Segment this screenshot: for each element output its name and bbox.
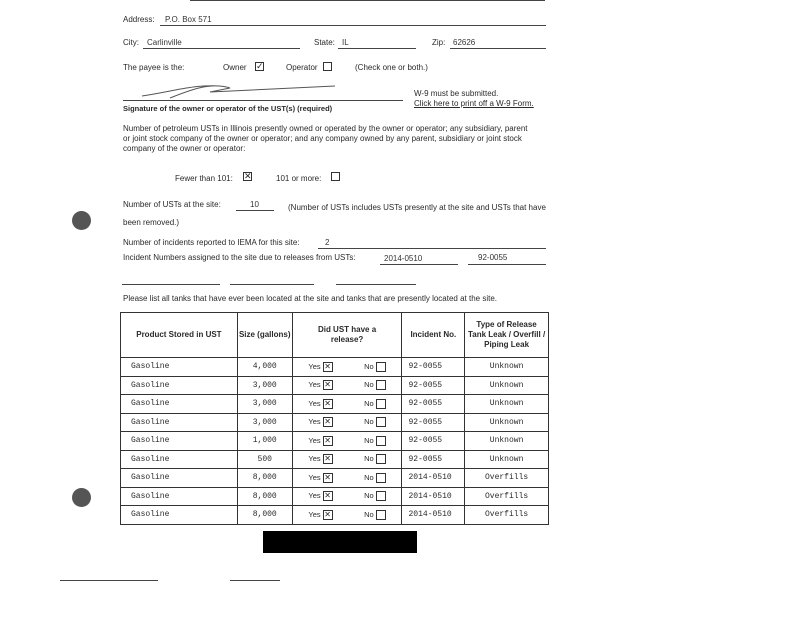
cell-release <box>292 487 402 506</box>
w9-link[interactable]: Click here to print off a W-9 Form. <box>414 99 534 108</box>
yes-label: Yes <box>308 380 321 390</box>
no-option <box>364 436 386 446</box>
cell-product: Gasoline <box>121 395 238 414</box>
cell-size: 500 <box>237 450 292 469</box>
no-checkbox[interactable] <box>376 380 386 390</box>
cell-size: 8,000 <box>237 506 292 525</box>
col-release: Did UST have a release? <box>292 313 402 358</box>
site-ust-value: 10 <box>250 200 259 209</box>
cell-incident: 2014-0510 <box>402 506 465 525</box>
yes-option <box>308 380 332 390</box>
no-checkbox[interactable] <box>376 454 386 464</box>
city-label: City: <box>123 38 139 47</box>
col-product: Product Stored in UST <box>121 313 238 358</box>
table-row <box>121 376 549 395</box>
yes-option <box>308 473 332 483</box>
cell-size: 8,000 <box>237 487 292 506</box>
operator-checkbox[interactable] <box>323 62 332 71</box>
state-label: State: <box>314 38 335 47</box>
no-option <box>364 362 386 372</box>
cell-type: Overfills <box>465 469 549 488</box>
incident-number-2: 92-0055 <box>478 253 508 262</box>
table-row <box>121 487 549 506</box>
blank-line-3 <box>336 284 416 285</box>
no-checkbox[interactable] <box>376 491 386 501</box>
yes-checkbox[interactable]: ✕ <box>324 435 331 445</box>
bottom-rule-1 <box>60 580 158 581</box>
city-value: Carlinville <box>147 38 182 47</box>
yes-label: Yes <box>308 417 321 427</box>
cell-size: 1,000 <box>237 432 292 451</box>
no-option <box>364 380 386 390</box>
state-line <box>338 48 416 49</box>
incident-count-label: Number of incidents reported to IEMA for this site: <box>123 238 300 247</box>
address-label: Address: <box>123 15 155 24</box>
table-row <box>121 413 549 432</box>
no-option <box>364 399 386 409</box>
no-checkbox[interactable] <box>376 362 386 372</box>
cell-type: Unknown <box>465 432 549 451</box>
cell-release <box>292 432 402 451</box>
yes-label: Yes <box>308 398 321 408</box>
cell-size: 3,000 <box>237 413 292 432</box>
cell-type: Unknown <box>465 395 549 414</box>
yes-option <box>308 510 332 520</box>
more-than-checkbox[interactable] <box>331 172 340 181</box>
yes-label: Yes <box>308 435 321 445</box>
owner-label: Owner <box>223 63 247 72</box>
cell-incident: 2014-0510 <box>402 487 465 506</box>
incident-count-line <box>318 248 546 249</box>
state-value: IL <box>342 38 349 47</box>
zip-value: 62626 <box>453 38 476 47</box>
incident-number-1: 2014-0510 <box>384 254 423 263</box>
cell-incident: 92-0055 <box>402 432 465 451</box>
site-ust-note: (Number of USTs includes USTs presently at the site and USTs that have been removed.) <box>123 203 546 227</box>
yes-label: Yes <box>308 472 321 482</box>
no-checkbox[interactable] <box>376 417 386 427</box>
yes-label: Yes <box>308 361 321 371</box>
table-row <box>121 395 549 414</box>
cell-size: 3,000 <box>237 376 292 395</box>
incident-numbers-label: Incident Numbers assigned to the site due to releases from USTs: <box>123 253 356 262</box>
cell-product: Gasoline <box>121 469 238 488</box>
no-label: No <box>364 491 374 501</box>
zip-line <box>450 48 546 49</box>
cell-release <box>292 469 402 488</box>
cell-incident: 92-0055 <box>402 413 465 432</box>
no-label: No <box>364 417 374 427</box>
site-ust-label: Number of USTs at the site: <box>123 200 221 209</box>
cell-release <box>292 376 402 395</box>
incident-number-2-line <box>468 264 546 265</box>
cell-release <box>292 413 402 432</box>
city-line <box>143 48 300 49</box>
yes-label: Yes <box>308 509 321 519</box>
no-label: No <box>364 472 374 482</box>
cell-release <box>292 358 402 377</box>
table-row <box>121 469 549 488</box>
redaction-bar <box>263 531 417 553</box>
no-option <box>364 510 386 520</box>
cell-size: 8,000 <box>237 469 292 488</box>
cell-release <box>292 450 402 469</box>
cell-product: Gasoline <box>121 432 238 451</box>
cell-type: Unknown <box>465 450 549 469</box>
top-rule <box>190 0 545 1</box>
col-type: Type of Release Tank Leak / Overfill / Piping Leak <box>465 313 549 358</box>
yes-checkbox[interactable]: ✕ <box>324 380 331 390</box>
blank-line-1 <box>122 284 220 285</box>
table-row <box>121 432 549 451</box>
signature-image <box>140 78 340 102</box>
fewer-than-label: Fewer than 101: <box>175 174 233 183</box>
blank-line-2 <box>230 284 314 285</box>
no-option <box>364 417 386 427</box>
signature-line <box>123 100 403 101</box>
ust-count-paragraph: Number of petroleum USTs in Illinois presently owned or operated by the owner or operator; any subsidiary, parent or joint stock company of the owner or operator; and any company owned by any parent, subsidiary or joint stock company of the owner or operator: <box>123 124 528 153</box>
cell-product: Gasoline <box>121 413 238 432</box>
no-label: No <box>364 435 374 445</box>
zip-label: Zip: <box>432 38 446 47</box>
yes-checkbox[interactable]: ✕ <box>324 491 331 501</box>
incident-number-1-line <box>380 264 458 265</box>
cell-incident: 2014-0510 <box>402 469 465 488</box>
punch-hole-top <box>72 211 91 230</box>
yes-option <box>308 362 332 372</box>
cell-product: Gasoline <box>121 506 238 525</box>
table-row <box>121 450 549 469</box>
yes-checkbox[interactable]: ✕ <box>324 417 331 427</box>
yes-label: Yes <box>308 454 321 464</box>
col-incident: Incident No. <box>402 313 465 358</box>
payee-label: The payee is the: <box>123 63 185 72</box>
cell-type: Overfills <box>465 506 549 525</box>
col-size: Size (gallons) <box>237 313 292 358</box>
payee-note: (Check one or both.) <box>355 63 428 72</box>
ust-table <box>120 312 549 525</box>
cell-type: Unknown <box>465 358 549 377</box>
owner-checkbox[interactable]: ✓ <box>256 61 264 71</box>
yes-label: Yes <box>308 491 321 501</box>
yes-checkbox[interactable]: ✕ <box>324 454 331 464</box>
operator-label: Operator <box>286 63 318 72</box>
cell-size: 4,000 <box>237 358 292 377</box>
yes-option <box>308 436 332 446</box>
no-label: No <box>364 380 374 390</box>
address-line <box>160 25 546 26</box>
no-label: No <box>364 398 374 408</box>
no-checkbox[interactable] <box>376 510 386 520</box>
yes-option <box>308 454 332 464</box>
no-option <box>364 491 386 501</box>
no-checkbox[interactable] <box>376 473 386 483</box>
cell-size: 3,000 <box>237 395 292 414</box>
no-option <box>364 454 386 464</box>
cell-type: Unknown <box>465 413 549 432</box>
cell-incident: 92-0055 <box>402 376 465 395</box>
incident-count-value: 2 <box>325 238 330 247</box>
no-label: No <box>364 361 374 371</box>
yes-checkbox[interactable]: ✕ <box>324 398 331 408</box>
bottom-rule-2 <box>230 580 280 581</box>
no-option <box>364 473 386 483</box>
fewer-than-checkbox[interactable]: ✕ <box>244 171 252 181</box>
yes-option <box>308 399 332 409</box>
cell-incident: 92-0055 <box>402 358 465 377</box>
cell-incident: 92-0055 <box>402 395 465 414</box>
table-row <box>121 506 549 525</box>
no-label: No <box>364 509 374 519</box>
address-value: P.O. Box 571 <box>165 15 212 24</box>
yes-checkbox[interactable]: ✕ <box>324 472 331 482</box>
cell-incident: 92-0055 <box>402 450 465 469</box>
yes-option <box>308 491 332 501</box>
cell-release <box>292 395 402 414</box>
cell-product: Gasoline <box>121 358 238 377</box>
yes-checkbox[interactable]: ✕ <box>324 509 331 519</box>
cell-product: Gasoline <box>121 450 238 469</box>
cell-product: Gasoline <box>121 487 238 506</box>
signature-caption: Signature of the owner or operator of the UST(s) (required) <box>123 104 333 113</box>
more-than-label: 101 or more: <box>276 174 322 183</box>
yes-option <box>308 417 332 427</box>
cell-product: Gasoline <box>121 376 238 395</box>
yes-checkbox[interactable]: ✕ <box>324 361 331 371</box>
table-row <box>121 358 549 377</box>
cell-release <box>292 506 402 525</box>
no-checkbox[interactable] <box>376 399 386 409</box>
punch-hole-bottom <box>72 488 91 507</box>
table-instruction: Please list all tanks that have ever been located at the site and tanks that are presently located at the site. <box>123 294 498 303</box>
no-label: No <box>364 454 374 464</box>
w9-note: W-9 must be submitted. <box>414 89 499 98</box>
no-checkbox[interactable] <box>376 436 386 446</box>
cell-type: Unknown <box>465 376 549 395</box>
cell-type: Overfills <box>465 487 549 506</box>
